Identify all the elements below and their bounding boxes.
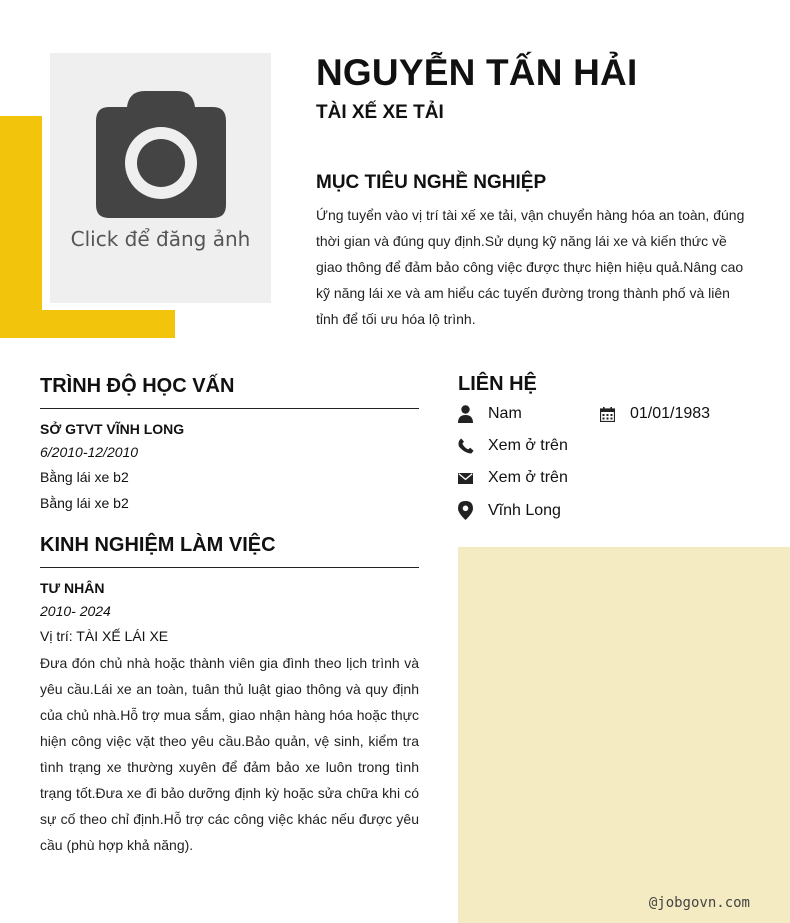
contact-address — [458, 501, 561, 520]
education-divider — [40, 408, 419, 409]
experience-period: 2010- 2024 — [40, 603, 111, 619]
contact-phone — [458, 437, 568, 455]
job-title: TÀI XẾ XE TẢI — [316, 102, 444, 123]
dob-value: 01/01/1983 — [630, 405, 711, 422]
experience-heading: KINH NGHIỆM LÀM VIỆC — [40, 534, 276, 556]
experience-company: TƯ NHÂN — [40, 580, 105, 596]
objective-heading: MỤC TIÊU NGHỀ NGHIỆP — [316, 172, 547, 193]
photo-upload[interactable] — [50, 53, 271, 303]
contact-dob — [600, 405, 710, 423]
camera-icon — [95, 89, 227, 219]
email-value: Xem ở trên — [488, 469, 568, 486]
education-school: SỞ GTVT VĨNH LONG — [40, 421, 185, 437]
location-pin-icon — [458, 501, 488, 520]
education-detail: Bằng lái xe b2 — [40, 469, 129, 485]
contact-gender — [458, 405, 522, 423]
experience-position: Vị trí: TÀI XẾ LÁI XE — [40, 628, 169, 644]
phone-icon — [458, 438, 488, 454]
objective-text: Ứng tuyển vào vị trí tài xế xe tải, vận chuyển hàng hóa an toàn, đúng thời gian và đúng quy định.Sử dụng kỹ năng lái xe và kiến thức về giao thông để đảm bảo công việc được thực hiện hiệu quả.Nâng cao kỹ năng lái xe và am hiểu các tuyến đường trong thành phố và liên tỉnh để tối ưu hóa lộ trình. — [316, 207, 745, 327]
experience-description: Đưa đón chủ nhà hoặc thành viên gia đình theo lịch trình và yêu cầu.Lái xe an toàn, tuân thủ luật giao thông và quy định của chủ nhà.Hỗ trợ mua sắm, giao nhận hàng hóa hoặc thực hiện công việc vặt theo yêu cầu.Bảo quản, vệ sinh, kiểm tra tình trạng xe thường xuyên để đảm bảo xe luôn trong tình trạng tốt.Đưa xe đi bảo dưỡng định kỳ hoặc sửa chữa khi có sự cố theo chỉ định.Hỗ trợ các công việc khác nếu được yêu cầu (phù hợp khả năng). — [40, 655, 419, 853]
accent-bar-foot — [0, 310, 175, 338]
education-detail: Bằng lái xe b2 — [40, 495, 129, 511]
phone-value: Xem ở trên — [488, 437, 568, 454]
person-icon — [458, 405, 488, 423]
side-panel — [458, 547, 790, 923]
envelope-icon — [458, 473, 488, 484]
photo-caption: Click để đăng ảnh — [70, 227, 251, 251]
contact-email — [458, 469, 568, 487]
education-heading: TRÌNH ĐỘ HỌC VẤN — [40, 375, 235, 397]
accent-bar — [0, 116, 42, 338]
experience-divider — [40, 567, 419, 568]
education-period: 6/2010-12/2010 — [40, 444, 139, 460]
contact-heading: LIÊN HỆ — [458, 373, 537, 395]
calendar-icon — [600, 407, 630, 422]
address-value: Vĩnh Long — [488, 501, 561, 519]
candidate-name: NGUYỄN TẤN HẢI — [316, 52, 638, 93]
watermark: @jobgovn.com — [648, 895, 750, 911]
gender-value: Nam — [488, 405, 522, 422]
